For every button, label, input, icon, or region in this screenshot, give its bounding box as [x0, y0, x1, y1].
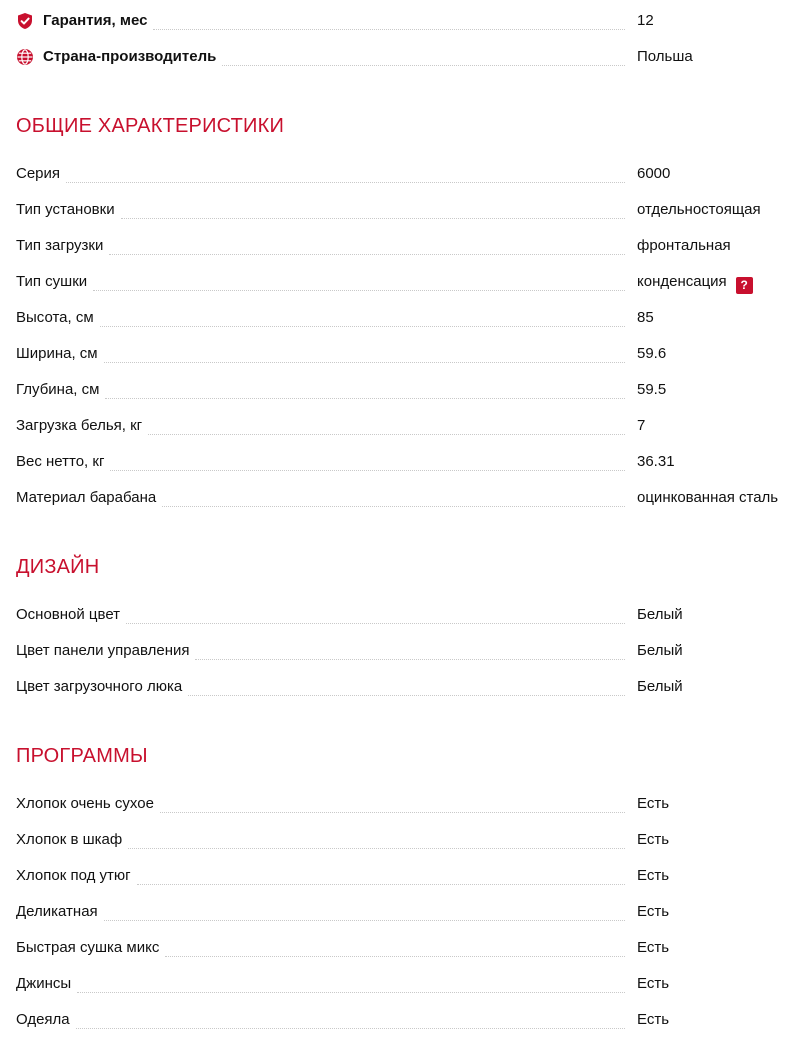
- spec-label: Цвет загрузочного люка: [16, 678, 183, 695]
- dotted-leader: [148, 434, 625, 435]
- globe-icon: [16, 48, 34, 66]
- dotted-leader: [109, 254, 625, 255]
- dotted-leader: [195, 659, 625, 660]
- spec-value: 7: [637, 417, 646, 434]
- spec-row-warranty: [16, 9, 792, 33]
- spec-label: Основной цвет: [16, 606, 121, 623]
- spec-label: Серия: [16, 165, 61, 182]
- dotted-leader: [121, 218, 625, 219]
- spec-label: Гарантия, мес: [43, 12, 148, 29]
- spec-label: Загрузка белья, кг: [16, 417, 143, 434]
- spec-row: [16, 675, 792, 699]
- dotted-leader: [93, 290, 625, 291]
- dotted-leader: [100, 326, 625, 327]
- dotted-leader: [110, 470, 625, 471]
- spec-value: оцинкованная сталь: [637, 489, 779, 506]
- shield-check-icon: [16, 12, 34, 30]
- dotted-leader: [104, 920, 625, 921]
- spec-value: фронтальная: [637, 237, 731, 254]
- spec-value: отдельностоящая: [637, 201, 761, 218]
- spec-label: Хлопок очень сухое: [16, 795, 154, 812]
- spec-row-country: [16, 45, 792, 69]
- spec-label: Деликатная: [16, 903, 98, 920]
- spec-value: Есть: [637, 903, 670, 920]
- spec-row: [16, 450, 792, 474]
- dotted-leader: [153, 29, 625, 30]
- spec-row: [16, 342, 792, 366]
- section-title-programs: ПРОГРАММЫ: [16, 745, 148, 767]
- spec-label: Тип сушки: [16, 273, 88, 290]
- spec-value: 6000: [637, 165, 671, 182]
- spec-row: [16, 864, 792, 888]
- dotted-leader: [77, 992, 625, 993]
- spec-label: Джинсы: [16, 975, 72, 992]
- spec-value: Белый: [637, 642, 683, 659]
- spec-row: [16, 306, 792, 330]
- spec-label: Вес нетто, кг: [16, 453, 105, 470]
- spec-value: Белый: [637, 606, 683, 623]
- section-title-general: ОБЩИЕ ХАРАКТЕРИСТИКИ: [16, 115, 285, 137]
- spec-label: Тип загрузки: [16, 237, 104, 254]
- dotted-leader: [104, 362, 625, 363]
- spec-value: Белый: [637, 678, 683, 695]
- spec-value: Есть: [637, 867, 670, 884]
- spec-value: Есть: [637, 939, 670, 956]
- section-title-design: ДИЗАЙН: [16, 556, 100, 578]
- spec-value: Польша: [637, 48, 693, 65]
- spec-label: Ширина, см: [16, 345, 98, 362]
- dotted-leader: [160, 812, 625, 813]
- spec-row: [16, 378, 792, 402]
- dotted-leader: [128, 848, 625, 849]
- spec-value: 36.31: [637, 453, 675, 470]
- spec-row: [16, 414, 792, 438]
- spec-value: конденсация: [637, 273, 727, 290]
- help-icon[interactable]: ?: [736, 277, 753, 294]
- dotted-leader: [137, 884, 625, 885]
- spec-row: [16, 1008, 792, 1032]
- spec-value: 12: [637, 12, 654, 29]
- spec-label: Страна-производитель: [43, 48, 217, 65]
- spec-row: [16, 162, 792, 186]
- spec-value: 59.6: [637, 345, 667, 362]
- dotted-leader: [222, 65, 625, 66]
- spec-row: [16, 639, 792, 663]
- dotted-leader: [188, 695, 625, 696]
- spec-label: Тип установки: [16, 201, 115, 218]
- dotted-leader: [66, 182, 625, 183]
- spec-value: Есть: [637, 1011, 670, 1028]
- dotted-leader: [162, 506, 625, 507]
- spec-row: [16, 972, 792, 996]
- dotted-leader: [105, 398, 625, 399]
- spec-row: [16, 270, 792, 294]
- spec-label: Материал барабана: [16, 489, 157, 506]
- spec-label: Глубина, см: [16, 381, 100, 398]
- spec-label: Хлопок под утюг: [16, 867, 131, 884]
- spec-label: Цвет панели управления: [16, 642, 190, 659]
- spec-label: Быстрая сушка микс: [16, 939, 160, 956]
- dotted-leader: [126, 623, 625, 624]
- spec-value: 85: [637, 309, 654, 326]
- spec-row: [16, 828, 792, 852]
- spec-row: [16, 198, 792, 222]
- spec-row: [16, 900, 792, 924]
- spec-row: [16, 792, 792, 816]
- spec-value-with-help: [637, 273, 753, 294]
- spec-label: Высота, см: [16, 309, 94, 326]
- spec-label: Одеяла: [16, 1011, 70, 1028]
- spec-row: [16, 603, 792, 627]
- dotted-leader: [165, 956, 625, 957]
- spec-label: Хлопок в шкаф: [16, 831, 123, 848]
- spec-value: Есть: [637, 795, 670, 812]
- spec-value: 59.5: [637, 381, 667, 398]
- dotted-leader: [76, 1028, 625, 1029]
- spec-value: Есть: [637, 831, 670, 848]
- spec-row: [16, 234, 792, 258]
- spec-row: [16, 936, 792, 960]
- spec-row: [16, 486, 792, 510]
- spec-value: Есть: [637, 975, 670, 992]
